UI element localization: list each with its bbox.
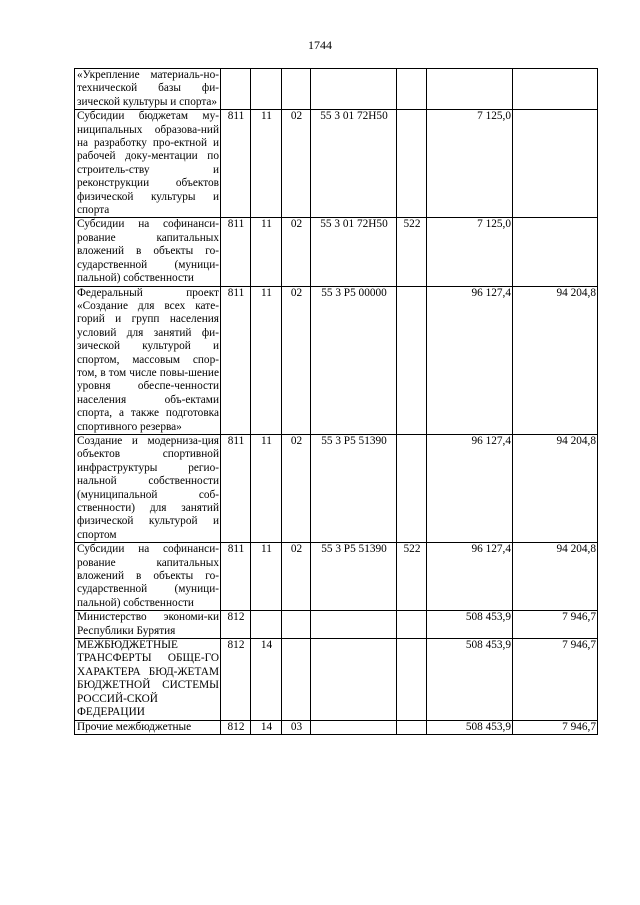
subsection-cell: 02 xyxy=(282,434,311,542)
table-row xyxy=(75,286,598,434)
grbs-cell: 811 xyxy=(221,543,251,611)
row-name: Субсидии бюджетам му-ниципальных образова-ний на разработку про-ектной и рабочей доку-ментации по строитель-ству и реконструкции объектов физической культуры и спорта xyxy=(75,110,221,218)
target-article-cell: 55 3 01 72Н50 xyxy=(311,110,397,218)
amount-year2-cell: 7 946,7 xyxy=(513,611,598,639)
amount-year1-cell: 96 127,4 xyxy=(427,543,513,611)
amount-year1-cell: 508 453,9 xyxy=(427,720,513,734)
section-cell xyxy=(251,611,282,639)
page-number: 1744 xyxy=(308,38,332,52)
row-name: Субсидии на софинанси-рование капитальных вложений в объекты го-сударственной (муници-пальной) собственности xyxy=(75,218,221,286)
grbs-cell: 811 xyxy=(221,286,251,434)
section-cell: 11 xyxy=(251,110,282,218)
amount-year1-cell: 508 453,9 xyxy=(427,639,513,720)
row-name: Федеральный проект «Создание для всех кате-горий и групп населения условий для занятий фи-зической культурой и спортом, массовым спор-том, в том числе повы-шение уровня обеспе-ченности населения объ-ектами спорта, а также подготовка спортивного резерва» xyxy=(75,286,221,434)
amount-year2-cell xyxy=(513,218,598,286)
amount-year1-cell: 508 453,9 xyxy=(427,611,513,639)
grbs-cell: 812 xyxy=(221,639,251,720)
subsection-cell: 02 xyxy=(282,218,311,286)
subsection-cell: 02 xyxy=(282,110,311,218)
table-row xyxy=(75,218,598,286)
table-row xyxy=(75,639,598,720)
expense-type-cell xyxy=(397,69,427,110)
row-name: Создание и модерниза-ция объектов спортивной инфраструктуры регио-нальной собственности (муниципальной соб-ственности) для занятий физической культурой и спортом xyxy=(75,434,221,542)
grbs-cell: 812 xyxy=(221,611,251,639)
amount-year2-cell: 7 946,7 xyxy=(513,639,598,720)
grbs-cell xyxy=(221,69,251,110)
target-article-cell: 55 3 Р5 51390 xyxy=(311,543,397,611)
row-name: Министерство экономи-ки Республики Бурятия xyxy=(75,611,221,639)
table-row xyxy=(75,543,598,611)
row-name: «Укрепление материаль-но-технической базы фи-зической культуры и спорта» xyxy=(75,69,221,110)
amount-year1-cell: 7 125,0 xyxy=(427,218,513,286)
target-article-cell: 55 3 01 72Н50 xyxy=(311,218,397,286)
target-article-cell xyxy=(311,720,397,734)
expense-type-cell xyxy=(397,639,427,720)
target-article-cell: 55 3 Р5 00000 xyxy=(311,286,397,434)
amount-year2-cell: 94 204,8 xyxy=(513,543,598,611)
budget-table xyxy=(74,68,598,735)
section-cell: 14 xyxy=(251,639,282,720)
amount-year2-cell: 94 204,8 xyxy=(513,286,598,434)
section-cell: 11 xyxy=(251,434,282,542)
section-cell xyxy=(251,69,282,110)
expense-type-cell xyxy=(397,110,427,218)
expense-type-cell xyxy=(397,720,427,734)
expense-type-cell: 522 xyxy=(397,543,427,611)
amount-year2-cell xyxy=(513,69,598,110)
row-name: Прочие межбюджетные xyxy=(75,720,221,734)
grbs-cell: 811 xyxy=(221,218,251,286)
expense-type-cell: 522 xyxy=(397,218,427,286)
subsection-cell: 03 xyxy=(282,720,311,734)
grbs-cell: 811 xyxy=(221,434,251,542)
target-article-cell: 55 3 Р5 51390 xyxy=(311,434,397,542)
target-article-cell xyxy=(311,69,397,110)
subsection-cell xyxy=(282,639,311,720)
row-name: МЕЖБЮДЖЕТНЫЕ ТРАНСФЕРТЫ ОБЩЕ-ГО ХАРАКТЕРА БЮД-ЖЕТАМ БЮДЖЕТНОЙ СИСТЕМЫ РОССИЙ-СКОЙ ФЕДЕРАЦИИ xyxy=(75,639,221,720)
table-row xyxy=(75,434,598,542)
subsection-cell xyxy=(282,611,311,639)
row-name: Субсидии на софинанси-рование капитальных вложений в объекты го-сударственной (муници-пальной) собственности xyxy=(75,543,221,611)
expense-type-cell xyxy=(397,286,427,434)
amount-year2-cell: 7 946,7 xyxy=(513,720,598,734)
amount-year1-cell xyxy=(427,69,513,110)
table-row xyxy=(75,69,598,110)
amount-year1-cell: 96 127,4 xyxy=(427,434,513,542)
target-article-cell xyxy=(311,611,397,639)
expense-type-cell xyxy=(397,434,427,542)
subsection-cell: 02 xyxy=(282,286,311,434)
table-row xyxy=(75,720,598,734)
section-cell: 11 xyxy=(251,218,282,286)
amount-year1-cell: 96 127,4 xyxy=(427,286,513,434)
subsection-cell xyxy=(282,69,311,110)
section-cell: 11 xyxy=(251,286,282,434)
amount-year2-cell: 94 204,8 xyxy=(513,434,598,542)
grbs-cell: 811 xyxy=(221,110,251,218)
grbs-cell: 812 xyxy=(221,720,251,734)
amount-year1-cell: 7 125,0 xyxy=(427,110,513,218)
section-cell: 11 xyxy=(251,543,282,611)
section-cell: 14 xyxy=(251,720,282,734)
target-article-cell xyxy=(311,639,397,720)
subsection-cell: 02 xyxy=(282,543,311,611)
expense-type-cell xyxy=(397,611,427,639)
table-row xyxy=(75,611,598,639)
amount-year2-cell xyxy=(513,110,598,218)
table-row xyxy=(75,110,598,218)
